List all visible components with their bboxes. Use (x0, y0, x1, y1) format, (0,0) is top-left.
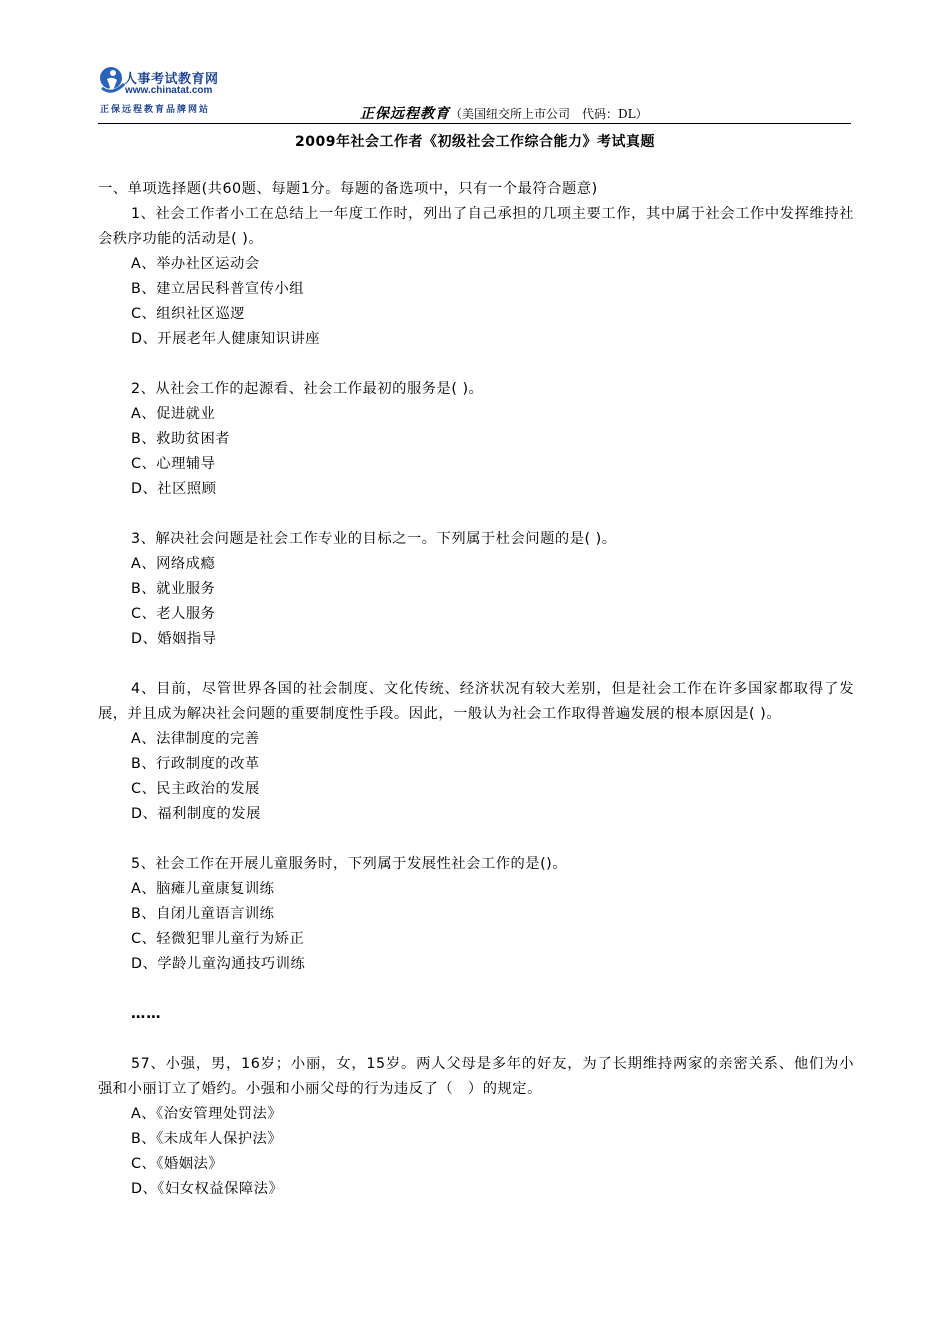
question-2-stem: 2、从社会工作的起源看、社会工作最初的服务是( )。 (131, 381, 484, 397)
spacer (98, 977, 854, 1002)
question-57-option-a: A、《治安管理处罚法》 (131, 1106, 283, 1122)
question-1-option-c: C、组织社区巡逻 (131, 306, 246, 322)
site-logo (98, 66, 248, 120)
logo-slogan: 正保远程教育品牌网站 (100, 105, 211, 115)
spacer (98, 352, 854, 377)
question-4-stem: 4、目前，尽管世界各国的社会制度、文化传统、经济状况有较大差别，但是社会工作在许多国家都取得了发展，并且成为解决社会问题的重要制度性手段。因此，一般认为社会工作取得普遍发展的根本原因是( )。 (98, 681, 854, 722)
header-company: 正保远程教育 (360, 106, 450, 122)
question-1-option-a: A、举办社区运动会 (131, 256, 260, 272)
question-57-option-b: B、《未成年人保护法》 (131, 1131, 283, 1147)
question-57-stem: 57、小强，男，16岁；小丽，女，15岁。两人父母是多年的好友，为了长期维持两家的亲密关系、他们为小强和小丽订立了婚约。小强和小丽父母的行为违反了（ ）的规定。 (98, 1056, 854, 1097)
document-title: 2009年社会工作者《初级社会工作综合能力》考试真题 (295, 134, 655, 150)
document-body (98, 177, 854, 1202)
question-4-option-b: B、行政制度的改革 (131, 756, 260, 772)
question-2-option-d: D、社区照顾 (131, 481, 217, 497)
question-5-option-a: A、脑瘫儿童康复训练 (131, 881, 275, 897)
question-57-option-d: D、《妇女权益保障法》 (131, 1181, 284, 1197)
spacer (98, 502, 854, 527)
question-57-option-c: C、《婚姻法》 (131, 1156, 224, 1172)
question-2-option-b: B、救助贫困者 (131, 431, 231, 447)
header-divider (98, 123, 851, 124)
spacer (98, 1027, 854, 1052)
spacer (98, 827, 854, 852)
question-2-option-a: A、促进就业 (131, 406, 216, 422)
question-1-stem: 1、社会工作者小工在总结上一年度工作时，列出了自己承担的几项主要工作，其中属于社会工作中发挥维持社会秩序功能的活动是( )。 (98, 206, 854, 247)
question-4-option-d: D、福利制度的发展 (131, 806, 261, 822)
question-3-option-c: C、老人服务 (131, 606, 216, 622)
question-4-option-c: C、民主政治的发展 (131, 781, 260, 797)
header-company-line (360, 103, 648, 123)
question-5-option-c: C、轻微犯罪儿童行为矫正 (131, 931, 305, 947)
question-5-option-b: B、自闭儿童语言训练 (131, 906, 275, 922)
question-5-stem: 5、社会工作在开展儿童服务时，下列属于发展性社会工作的是()。 (131, 856, 568, 872)
section-heading: 一、单项选择题(共60题、每题1分。每题的备选项中，只有一个最符合题意) (98, 181, 598, 197)
question-1-option-d: D、开展老年人健康知识讲座 (131, 331, 321, 347)
question-3-option-d: D、婚姻指导 (131, 631, 217, 647)
question-5-option-d: D、学龄儿童沟通技巧训练 (131, 956, 306, 972)
logo-url: www.chinatat.com (125, 85, 213, 96)
spacer (98, 652, 854, 677)
header-company-note: （美国纽交所上市公司 代码：DL） (450, 107, 648, 121)
question-1-option-b: B、建立居民科普宣传小组 (131, 281, 305, 297)
omitted-questions-ellipsis: …… (131, 1006, 162, 1022)
question-4-option-a: A、法律制度的完善 (131, 731, 260, 747)
question-3-option-b: B、就业服务 (131, 581, 216, 597)
question-3-stem: 3、解决社会问题是社会工作专业的目标之一。下列属于杜会问题的是( )。 (131, 531, 617, 547)
logo-title: 人事考试教育网 (124, 72, 219, 87)
question-3-option-a: A、网络成瘾 (131, 556, 216, 572)
question-2-option-c: C、心理辅导 (131, 456, 216, 472)
